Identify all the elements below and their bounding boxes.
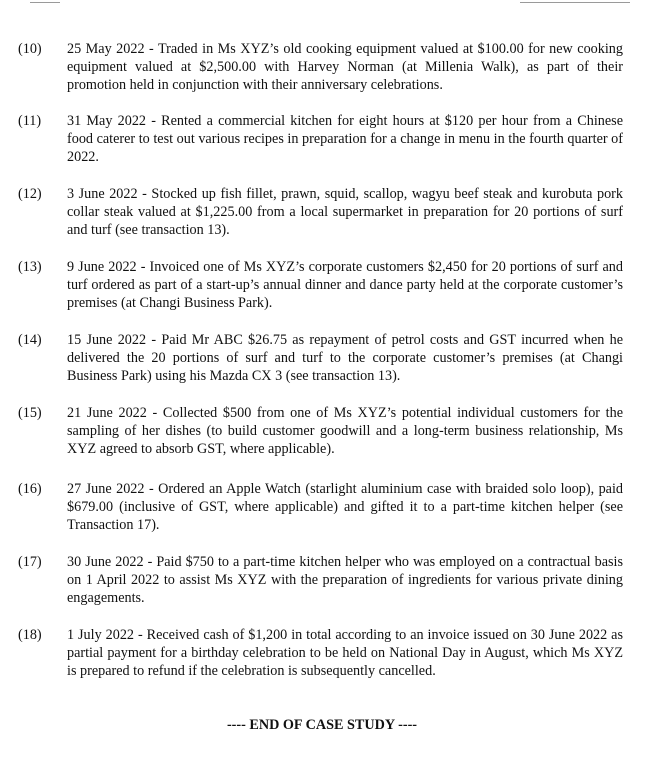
transaction-number: (17) xyxy=(18,554,42,570)
top-rule-right xyxy=(520,2,630,3)
transaction-text: 31 May 2022 - Rented a commercial kitchen for eight hours at $120 per hour from a Chinese food caterer to test out various recipes in preparation for a change in menu in the fourth quarter of 2022. xyxy=(67,113,623,166)
transaction-number: (13) xyxy=(18,259,42,275)
end-of-case-study-label: ---- END OF CASE STUDY ---- xyxy=(226,717,418,733)
transaction-number: (18) xyxy=(18,627,42,643)
transaction-number: (10) xyxy=(18,41,42,57)
transaction-number: (16) xyxy=(18,481,42,497)
transaction-text: 15 June 2022 - Paid Mr ABC $26.75 as repayment of petrol costs and GST incurred when he delivered the 20 portions of surf and turf to the corporate customer’s premises (at Changi Business Park) using his Mazda CX 3 (see transaction 13). xyxy=(67,332,623,385)
transaction-text: 30 June 2022 - Paid $750 to a part-time kitchen helper who was employed on a contractual basis on 1 April 2022 to assist Ms XYZ with the preparation of ingredients for various private dining engagements. xyxy=(67,554,623,607)
transaction-number: (14) xyxy=(18,332,42,348)
transaction-number: (11) xyxy=(18,113,42,129)
transaction-number: (12) xyxy=(18,186,42,202)
transaction-text: 21 June 2022 - Collected $500 from one of Ms XYZ’s potential individual customers for the sampling of her dishes (to build customer goodwill and a long-term business relationship, Ms XYZ agreed to absorb GST, where applicable). xyxy=(67,405,623,458)
transaction-text: 9 June 2022 - Invoiced one of Ms XYZ’s corporate customers $2,450 for 20 portions of surf and turf ordered as part of a start-up’s annual dinner and dance party held at the corporate customer’s premises (at Changi Business Park). xyxy=(67,259,623,312)
transaction-number: (15) xyxy=(18,405,42,421)
transaction-text: 1 July 2022 - Received cash of $1,200 in total according to an invoice issued on 30 June 2022 as partial payment for a birthday celebration to be held on National Day in August, which Ms XYZ is prepared to refund if the celebration is subsequently cancelled. xyxy=(67,627,623,680)
top-rule-left xyxy=(30,2,60,3)
top-rule xyxy=(0,0,664,6)
transaction-text: 27 June 2022 - Ordered an Apple Watch (starlight aluminium case with braided solo loop), paid $679.00 (inclusive of GST, where applicable) and gifted it to a part-time kitchen helper (see Transaction 17). xyxy=(67,481,623,534)
transaction-text: 3 June 2022 - Stocked up fish fillet, prawn, squid, scallop, wagyu beef steak and kurobuta pork collar steak valued at $1,225.00 from a local supermarket in preparation for 20 portions of surf and turf (see transaction 13). xyxy=(67,186,623,239)
transaction-text: 25 May 2022 - Traded in Ms XYZ’s old cooking equipment valued at $100.00 for new cooking equipment valued at $2,500.00 with Harvey Norman (at Millenia Walk), as part of their promotion held in conjunction with their anniversary celebrations. xyxy=(67,41,623,94)
